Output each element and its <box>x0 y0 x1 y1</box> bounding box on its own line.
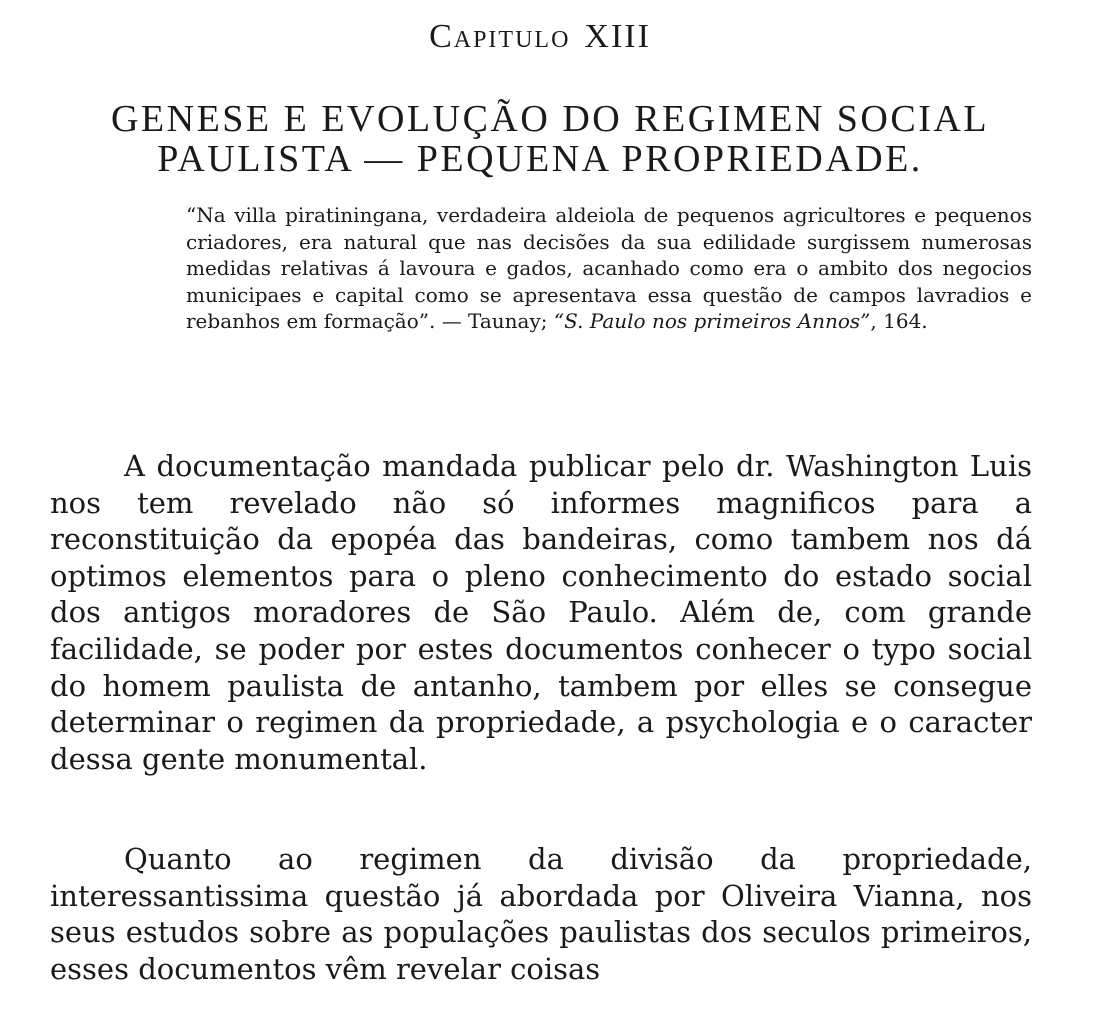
chapter-title-line-1: GENESE E EVOLUÇÃO DO REGIMEN SOCIAL <box>110 98 990 140</box>
chapter-title-line-2: PAULISTA — PEQUENA PROPRIEDADE. <box>157 138 923 180</box>
epigraph-quote: “Na villa piratiningana, verdadeira aldeiola de pequenos agricultores e pequenos criadores, era natural que nas decisões da sua edilidade surgissem numerosas medidas relativas á lavoura e gados, acanhado como era o ambito dos negocios municipaes e capital como se apresentava essa questão de campos lavradios e rebanhos em formação”. — Taunay; <box>186 203 1032 333</box>
epigraph-source: “S. Paulo nos primeiros Annos” <box>553 309 871 333</box>
epigraph-page: , 164. <box>870 309 928 333</box>
chapter-number: XIII <box>584 18 651 55</box>
chapter-label: Capitulo <box>429 18 571 55</box>
chapter-heading <box>0 18 1080 56</box>
body-paragraph-1: A documentação mandada publicar pelo dr. Washington Luis nos tem revelado não só informes magnificos para a reconstituição da epopéa das bandeiras, como tambem nos dá optimos elementos para o pleno conhecimento do estado social dos antigos moradores de São Paulo. Além de, com grande facilidade, se poder por estes documentos conhecer o typo social do homem paulista de antanho, tambem por elles se consegue determinar o regimen da propriedade, a psychologia e o caracter dessa gente monumental. <box>50 449 1032 776</box>
epigraph <box>186 202 1032 335</box>
body-paragraph-2: Quanto ao regimen da divisão da propriedade, interessantissima questão já abordada por Oliveira Vianna, nos seus estudos sobre as populações paulistas dos seculos primeiros, esses documentos vêm revelar coisas <box>50 842 1032 986</box>
